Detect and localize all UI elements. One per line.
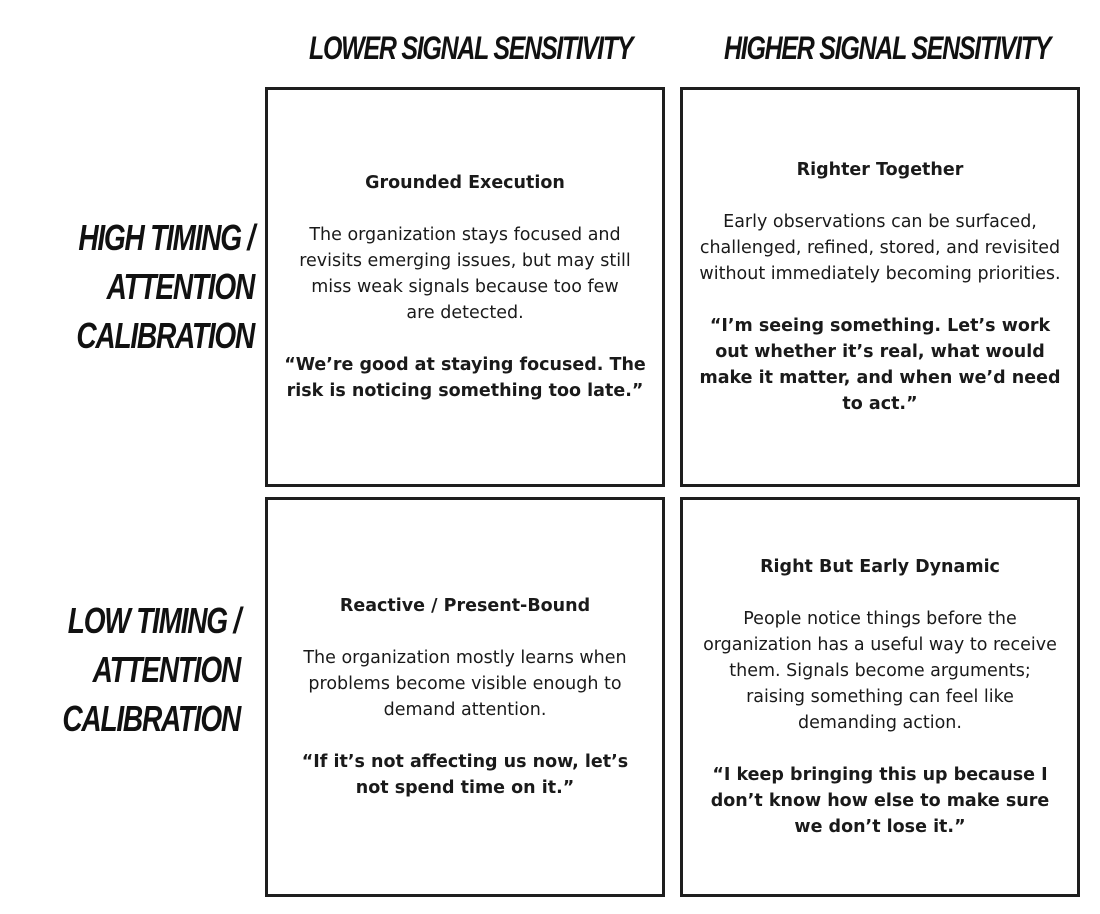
quadrant-title: Righter Together xyxy=(796,160,964,180)
quadrant-reactive-present-bound xyxy=(265,497,665,897)
row-header-high-timing-attention-calibration: HIGH TIMING / ATTENTION CALIBRATION xyxy=(76,217,254,356)
quadrant-description: The organization stays focused and revisits emerging issues, but may still miss weak signals because too few are detected. xyxy=(299,225,631,323)
quadrant-quote: “I’m seeing something. Let’s work out whether it’s real, what would make it matter, and when we’d need to act.” xyxy=(699,316,1061,414)
quadrant-righter-together xyxy=(680,87,1080,487)
quadrant-description: People notice things before the organization has a useful way to receive them. Signals become arguments; raising something can feel like demanding action. xyxy=(703,609,1057,733)
quadrant-description: Early observations can be surfaced, challenged, refined, stored, and revisited without immediately becoming priorities. xyxy=(699,212,1061,284)
column-header-lower-signal-sensitivity: LOWER SIGNAL SENSITIVITY xyxy=(309,30,633,66)
quadrant-right-but-early-dynamic xyxy=(680,497,1080,897)
quadrant-quote: “I keep bringing this up because I don’t know how else to make sure we don’t lose it.” xyxy=(710,765,1050,837)
quadrant-quote: “We’re good at staying focused. The risk is noticing something too late.” xyxy=(284,355,646,401)
column-header-higher-signal-sensitivity: HIGHER SIGNAL SENSITIVITY xyxy=(724,30,1051,66)
quadrant-description: The organization mostly learns when problems become visible enough to demand attention. xyxy=(303,648,627,720)
quadrant-grounded-execution xyxy=(265,87,665,487)
quadrant-quote: “If it’s not affecting us now, let’s not spend time on it.” xyxy=(301,752,629,798)
quadrant-title: Grounded Execution xyxy=(365,173,565,193)
quadrant-title: Reactive / Present-Bound xyxy=(339,596,591,616)
row-header-low-timing-attention-calibration: LOW TIMING / ATTENTION CALIBRATION xyxy=(62,600,241,739)
quadrant-title: Right But Early Dynamic xyxy=(760,557,1000,577)
